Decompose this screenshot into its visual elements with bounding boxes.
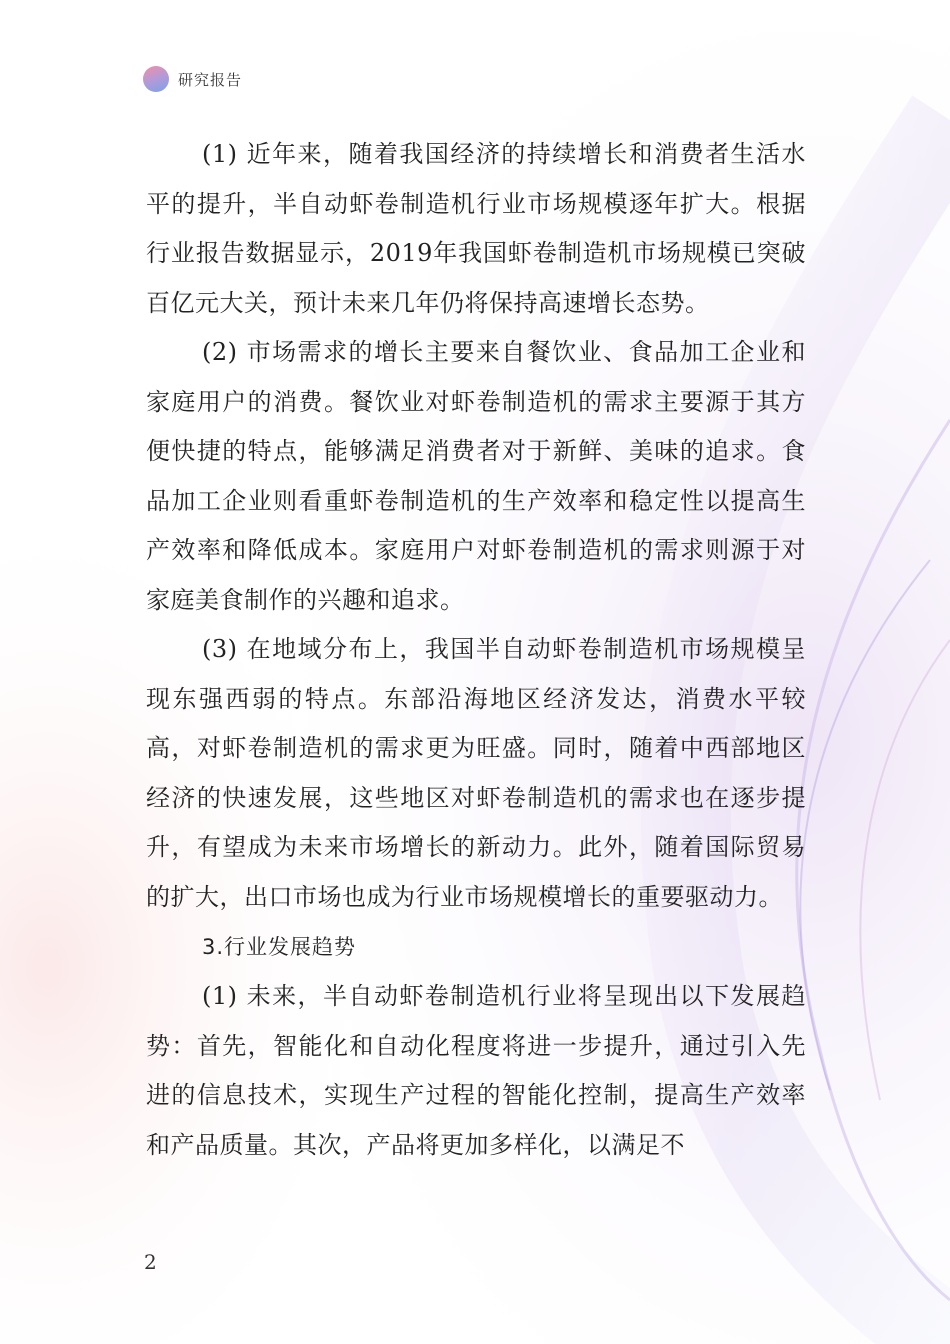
paragraph-3: (3) 在地域分布上，我国半自动虾卷制造机市场规模呈现东强西弱的特点。东部沿海地区经济发达，消费水平较高，对虾卷制造机的需求更为旺盛。同时，随着中西部地区经济的快速发展，这些地区对虾卷制造机的需求也在逐步提升，有望成为未来市场增长的新动力。此外，随着国际贸易的扩大，出口市场也成为行业市场规模增长的重要驱动力。: [146, 635, 806, 911]
section-title: 3.行业发展趋势: [202, 935, 357, 959]
document-body: [146, 130, 806, 1170]
header-title: 研究报告: [178, 70, 243, 89]
logo-icon: [143, 66, 169, 92]
paragraph-4: (1) 未来，半自动虾卷制造机行业将呈现出以下发展趋势：首先，智能化和自动化程度将进一步提升，通过引入先进的信息技术，实现生产过程的智能化控制，提高生产效率和产品质量。其次，产品将更加多样化，以满足不: [146, 982, 806, 1159]
report-header: [143, 66, 242, 92]
page-number: 2: [144, 1250, 157, 1274]
paragraph-1: (1) 近年来，随着我国经济的持续增长和消费者生活水平的提升，半自动虾卷制造机行业市场规模逐年扩大。根据行业报告数据显示，2019年我国虾卷制造机市场规模已突破百亿元大关，预计未来几年仍将保持高速增长态势。: [146, 140, 806, 317]
paragraph-2: (2) 市场需求的增长主要来自餐饮业、食品加工企业和家庭用户的消费。餐饮业对虾卷制造机的需求主要源于其方便快捷的特点，能够满足消费者对于新鲜、美味的追求。食品加工企业则看重虾卷制造机的生产效率和稳定性以提高生产效率和降低成本。家庭用户对虾卷制造机的需求则源于对家庭美食制作的兴趣和追求。: [146, 338, 806, 614]
